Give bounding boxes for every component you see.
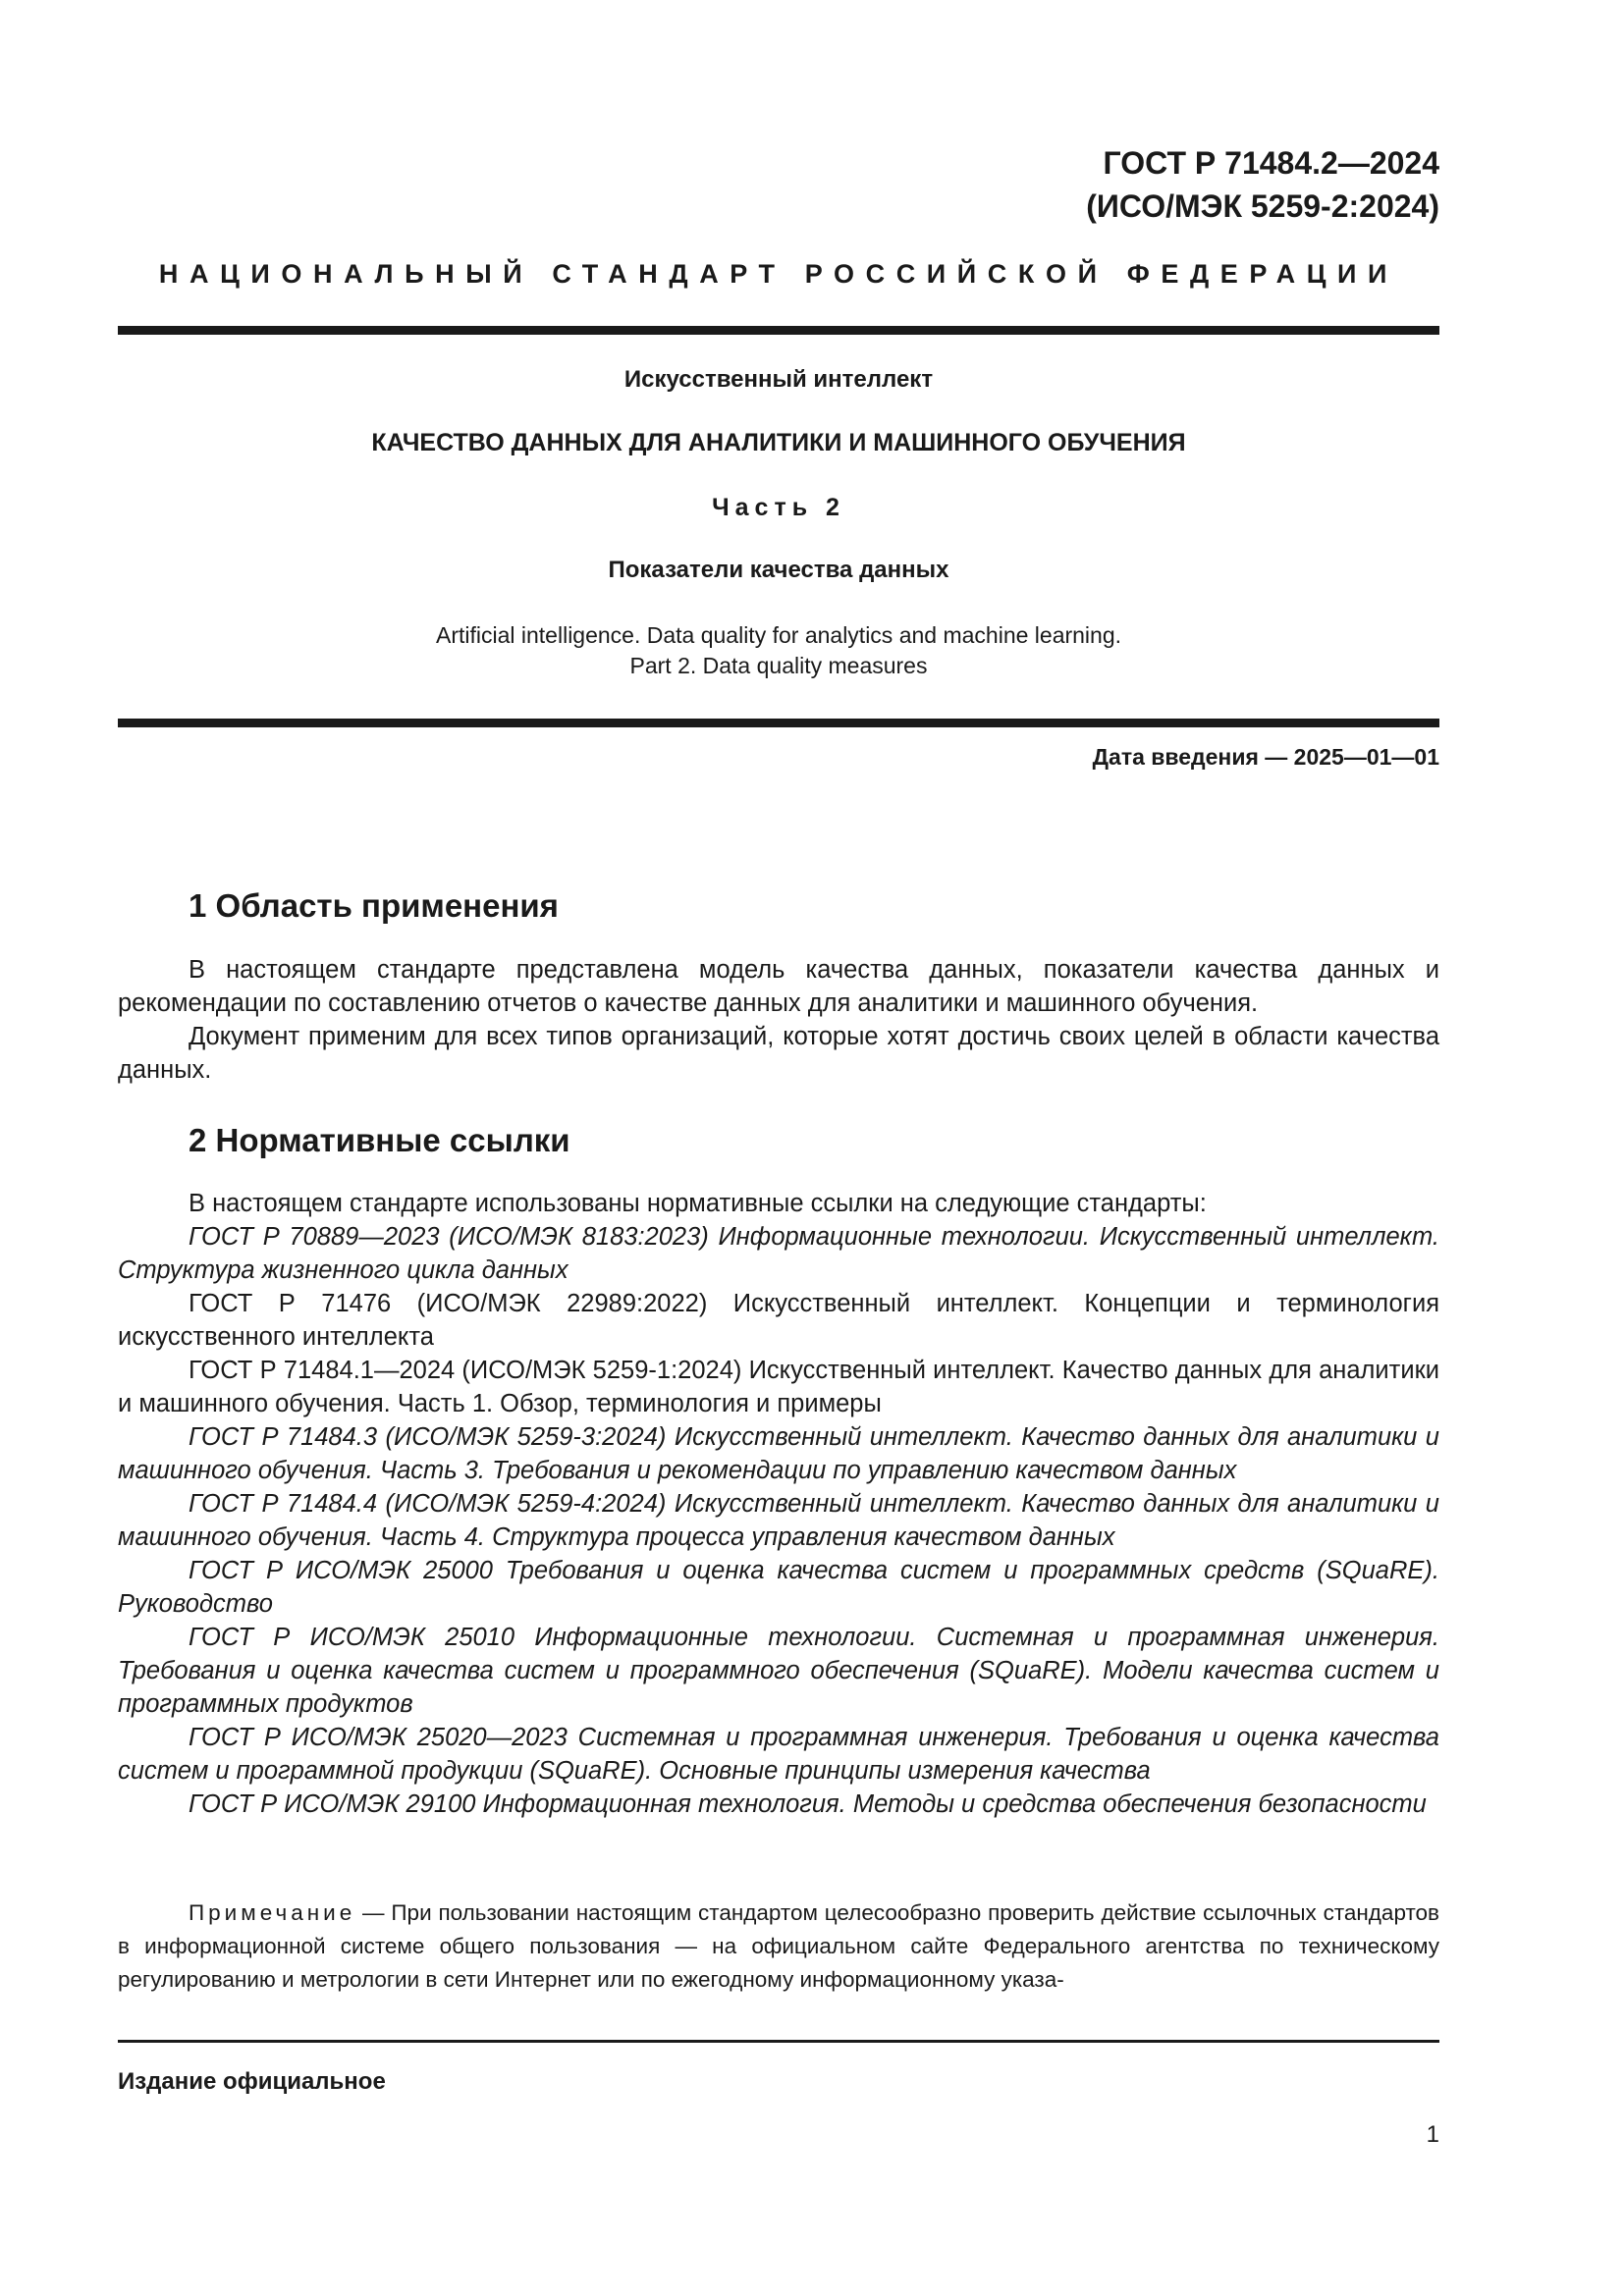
title-area: Искусственный интеллект [623,366,934,393]
title-english-line-1: Artificial intelligence. Data quality for analytics and machine learning. [435,622,1122,648]
section-1-paragraph: В настоящем стандарте представлена модель качества данных, показатели качества данных и рекомендации по составлению отчетов о качестве данных для аналитики и машинного обучения. [118,956,1439,1017]
section-2-title: 2 Нормативные ссылки [189,1122,570,1158]
section-1-body [118,953,1439,1087]
official-edition-label: Издание официальное [118,2068,386,2095]
standard-number: ГОСТ Р 71484.2—2024 [1103,145,1439,181]
reference-item: ГОСТ Р ИСО/МЭК 25020—2023 Системная и программная инженерия. Требования и оценка качества систем и программной продукции (SQuaRE). Основные принципы измерения качества [118,1724,1439,1785]
section-1-paragraph: Документ применим для всех типов организаций, которые хотят достичь своих целей в области качества данных. [118,1023,1439,1084]
reference-item: ГОСТ Р ИСО/МЭК 25000 Требования и оценка качества систем и программных средств (SQuaRE). Руководство [118,1557,1439,1618]
reference-item: ГОСТ Р 71484.1—2024 (ИСО/МЭК 5259-1:2024) Искусственный интеллект. Качество данных для аналитики и машинного обучения. Часть 1. Обзор, терминология и примеры [118,1357,1439,1417]
standard-number-block [1086,141,1439,228]
note-text: — При пользовании настоящим стандартом целесообразно проверить действие ссылочных стандартов в информационной системе общего пользования — на официальном сайте Федерального агентства по техническому регулированию и метрологии в сети Интернет или по ежегодному информационному указа- [118,1900,1439,1992]
note-label: Примечание [189,1900,356,1925]
reference-item: ГОСТ Р ИСО/МЭК 25010 Информационные технологии. Системная и программная инженерия. Требования и оценка качества систем и программного обеспечения (SQuaRE). Модели качества систем и программных продуктов [118,1624,1439,1718]
title-divider [118,719,1439,727]
reference-item: ГОСТ Р ИСО/МЭК 29100 Информационная технология. Методы и средства обеспечения безопасности [189,1790,1427,1818]
reference-item: ГОСТ Р 70889—2023 (ИСО/МЭК 8183:2023) Информационные технологии. Искусственный интеллект. Структура жизненного цикла данных [118,1223,1439,1284]
title-subtitle: Показатели качества данных [608,557,949,583]
page-number: 1 [1426,2121,1439,2148]
introduction-date: Дата введения — 2025—01—01 [1092,744,1439,770]
title-english [118,620,1439,681]
iso-equivalent-number: (ИСО/МЭК 5259-2:2024) [1086,188,1439,224]
reference-item: ГОСТ Р 71484.4 (ИСО/МЭК 5259-4:2024) Искусственный интеллект. Качество данных для аналитики и машинного обучения. Часть 4. Структура процесса управления качеством данных [118,1490,1439,1551]
header-divider [118,326,1439,335]
reference-item: ГОСТ Р 71484.3 (ИСО/МЭК 5259-3:2024) Искусственный интеллект. Качество данных для аналитики и машинного обучения. Часть 3. Требования и рекомендации по управлению качеством данных [118,1423,1439,1484]
references-note [118,1896,1439,1997]
title-english-line-2: Part 2. Data quality measures [629,653,928,678]
footer-divider [118,2040,1439,2043]
title-main: КАЧЕСТВО ДАННЫХ ДЛЯ АНАЛИТИКИ И МАШИННОГО ОБУЧЕНИЯ [371,429,1186,456]
reference-item: ГОСТ Р 71476 (ИСО/МЭК 22989:2022) Искусственный интеллект. Концепции и терминология искусственного интеллекта [118,1290,1439,1351]
references-intro: В настоящем стандарте использованы нормативные ссылки на следующие стандарты: [189,1190,1207,1217]
section-2-body [118,1187,1439,1821]
section-1-title: 1 Область применения [189,887,559,924]
national-standard-banner: НАЦИОНАЛЬНЫЙ СТАНДАРТ РОССИЙСКОЙ ФЕДЕРАЦИИ [158,259,1399,289]
title-part: Часть 2 [712,494,845,521]
